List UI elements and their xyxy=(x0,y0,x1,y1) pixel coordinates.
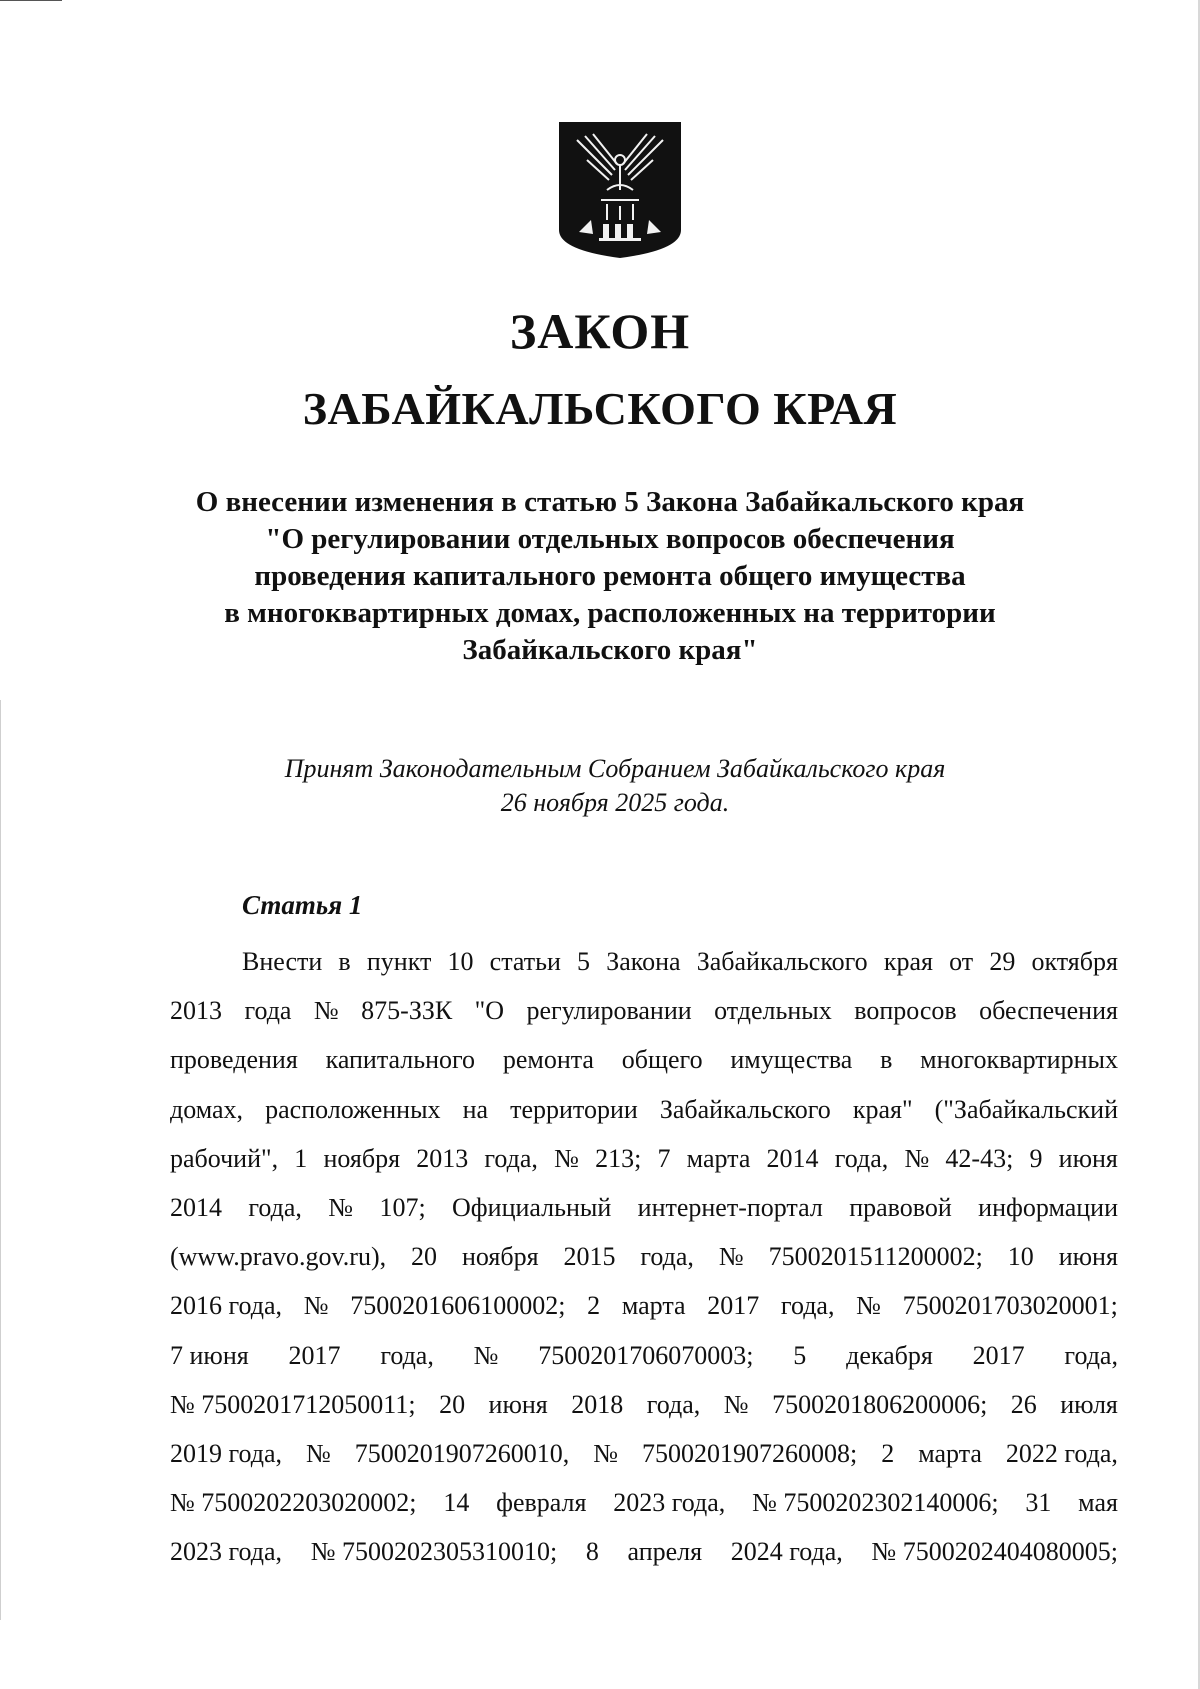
article-word: 2016 года, xyxy=(170,1291,283,1321)
article-word: № xyxy=(593,1438,619,1468)
article-word: года, xyxy=(380,1340,434,1370)
article-word: июня xyxy=(1058,1242,1118,1272)
article-word: общего xyxy=(621,1045,703,1075)
article-word: от xyxy=(949,947,974,976)
article-word: ремонта xyxy=(502,1045,594,1075)
article-word: 2018 xyxy=(571,1389,624,1419)
article-word: (www.pravo.gov.ru), xyxy=(170,1242,387,1272)
subtitle-line: О внесении изменения в статью 5 Закона Забайкальского края xyxy=(195,486,1025,518)
article-word: 2013 xyxy=(416,1143,469,1173)
article-line xyxy=(170,1134,1118,1183)
article-line xyxy=(170,1331,1118,1380)
article-word: в xyxy=(338,947,351,976)
article-word: на xyxy=(462,1094,489,1124)
article-word: информации xyxy=(978,1192,1118,1222)
article-word: ноября xyxy=(323,1143,401,1173)
article-word: 8 xyxy=(585,1537,599,1567)
article-word: 107; xyxy=(379,1192,426,1222)
article-word: Забайкальского xyxy=(659,1094,831,1124)
article-word: 14 xyxy=(443,1488,470,1518)
article-word: 2017 xyxy=(288,1340,341,1370)
region-title: ЗАБАЙКАЛЬСКОГО КРАЯ xyxy=(302,383,898,434)
article-word: проведения xyxy=(170,1045,298,1075)
article-word: края" xyxy=(852,1094,913,1124)
article-word: края xyxy=(883,947,933,976)
article-word: 2023 года, xyxy=(613,1488,726,1518)
article-word: года, xyxy=(484,1143,538,1173)
article-word: 7500201907260010, xyxy=(354,1438,570,1468)
article-word: 7 xyxy=(657,1143,671,1173)
article-word: 2014 xyxy=(170,1192,222,1222)
article-word: Закона xyxy=(606,947,681,976)
article-word: 2024 года, xyxy=(730,1537,843,1567)
adoption-date: 26 ноября 2025 года. xyxy=(500,788,730,817)
article-line xyxy=(170,937,1118,986)
article-line xyxy=(170,1085,1118,1134)
article-word: № xyxy=(313,996,339,1026)
article-word: в xyxy=(880,1045,893,1075)
article-word: года, xyxy=(834,1143,889,1173)
coat-of-arms-emblem xyxy=(557,120,683,260)
article-word: "О xyxy=(474,996,505,1026)
article-word: 2017 xyxy=(972,1340,1025,1370)
subtitle-line: "О регулировании отдельных вопросов обеспечения xyxy=(265,523,955,555)
article-word: июня xyxy=(1058,1143,1118,1173)
article-word: правовой xyxy=(849,1192,952,1222)
article-word: года, xyxy=(248,1192,302,1222)
article-word: 2 xyxy=(587,1291,601,1321)
article-word: № 7500202302140006; xyxy=(752,1488,999,1518)
article-word: пункт xyxy=(366,947,432,976)
article-body xyxy=(170,937,1118,1576)
article-word: 2022 года, xyxy=(1005,1438,1118,1468)
article-word: № xyxy=(856,1291,881,1321)
article-word: 10 xyxy=(447,947,474,976)
article-word: июня xyxy=(488,1389,548,1419)
article-word: № xyxy=(328,1192,354,1222)
scan-edge-left xyxy=(0,700,1,1620)
article-word: марта xyxy=(686,1143,751,1173)
article-word: 5 xyxy=(577,947,591,976)
article-word: 7500201806200006; xyxy=(772,1389,988,1419)
article-word: 42-43; xyxy=(945,1143,1014,1173)
article-word: № 7500201712050011; xyxy=(170,1389,416,1419)
article-word: ноября xyxy=(461,1242,539,1272)
article-word: отдельных xyxy=(714,996,832,1026)
article-word: 7 июня xyxy=(170,1340,249,1370)
article-word: 9 xyxy=(1029,1143,1043,1173)
article-word: обеспечения xyxy=(979,996,1118,1026)
article-word: 10 xyxy=(1007,1242,1034,1272)
article-word: 20 xyxy=(439,1389,466,1419)
article-word: марта xyxy=(918,1438,982,1468)
article-word: апреля xyxy=(627,1537,703,1567)
article-word: Внести xyxy=(242,947,323,976)
article-line xyxy=(170,1478,1118,1527)
article-word: мая xyxy=(1078,1488,1118,1518)
article-word: июля xyxy=(1060,1389,1118,1419)
article-word: 26 xyxy=(1010,1389,1037,1419)
article-word: 31 xyxy=(1025,1488,1052,1518)
article-word: домах, xyxy=(170,1094,244,1124)
article-word: 2 xyxy=(881,1438,895,1468)
article-word: 213; xyxy=(595,1143,642,1173)
subtitle-line: проведения капитального ремонта общего имущества xyxy=(254,560,966,592)
article-line xyxy=(170,1380,1118,1429)
article-word: Официальный xyxy=(452,1192,612,1222)
article-word: года xyxy=(244,996,292,1026)
article-heading: Статья 1 xyxy=(242,890,363,920)
scan-edge-top xyxy=(0,0,62,1)
subtitle-line: Забайкальского края" xyxy=(462,634,758,666)
article-word: 1 xyxy=(294,1143,308,1173)
article-word: № 7500202305310010; xyxy=(310,1537,558,1567)
article-word: рабочий", xyxy=(170,1143,279,1173)
article-line xyxy=(170,1035,1118,1084)
adoption-line: Принят Законодательным Собранием Забайкальского края xyxy=(284,754,946,783)
adoption-note xyxy=(200,752,1030,820)
article-word: 7500201511200002; xyxy=(768,1242,983,1272)
article-word: 5 xyxy=(793,1340,807,1370)
article-word: 7500201703020001; xyxy=(902,1291,1118,1321)
article-word: года, xyxy=(640,1242,694,1272)
article-word: статьи xyxy=(489,947,561,976)
article-word: 2019 года, xyxy=(170,1438,283,1468)
article-word: № xyxy=(718,1242,744,1272)
article-word: декабря xyxy=(846,1340,933,1370)
article-word: 2023 года, xyxy=(170,1537,283,1567)
article-word: октября xyxy=(1031,947,1118,976)
article-word: № xyxy=(303,1291,329,1321)
article-word: вопросов xyxy=(854,996,957,1026)
article-word: 29 xyxy=(989,947,1016,976)
article-word: 2017 xyxy=(707,1291,760,1321)
article-line xyxy=(170,1429,1118,1478)
article-line xyxy=(170,986,1118,1035)
article-word: 2013 xyxy=(170,996,222,1026)
article-word: расположенных xyxy=(265,1094,441,1124)
article-word: № 7500202404080005; xyxy=(871,1537,1118,1567)
article-word: Забайкальского xyxy=(696,947,868,976)
article-word: года, xyxy=(1064,1340,1118,1370)
article-word: многоквартирных xyxy=(920,1045,1118,1075)
article-word: 7500201907260008; xyxy=(642,1438,858,1468)
article-word: № xyxy=(306,1438,331,1468)
article-word: № xyxy=(904,1143,930,1173)
article-word: регулировании xyxy=(526,996,692,1026)
article-word: 20 xyxy=(411,1242,438,1272)
article-word: имущества xyxy=(730,1045,853,1075)
article-word: 7500201606100002; xyxy=(350,1291,566,1321)
article-word: ("Забайкальский xyxy=(934,1094,1118,1124)
article-word: № xyxy=(554,1143,579,1173)
article-word: № xyxy=(723,1389,749,1419)
article-word: года, xyxy=(780,1291,835,1321)
article-word: № xyxy=(473,1340,499,1370)
article-word: 7500201706070003; xyxy=(538,1340,754,1370)
subtitle-line: в многоквартирных домах, расположенных на территории xyxy=(224,597,996,629)
law-subtitle xyxy=(130,484,1090,669)
article-word: территории xyxy=(510,1094,638,1124)
article-word: № 7500202203020002; xyxy=(170,1488,417,1518)
article-word: февраля xyxy=(496,1488,587,1518)
article-word: интернет-портал xyxy=(637,1192,823,1222)
article-word: капитального xyxy=(325,1045,476,1075)
article-line xyxy=(170,1232,1118,1281)
article-line xyxy=(170,1527,1118,1576)
article-line xyxy=(170,1183,1118,1232)
article-word: 2014 xyxy=(766,1143,819,1173)
article-word: 875-ЗЗК xyxy=(361,996,453,1026)
article-line xyxy=(170,1281,1118,1330)
article-word: марта xyxy=(621,1291,686,1321)
article-word: 2015 xyxy=(563,1242,616,1272)
law-title: ЗАКОН xyxy=(509,303,691,359)
article-word: года, xyxy=(646,1389,701,1419)
